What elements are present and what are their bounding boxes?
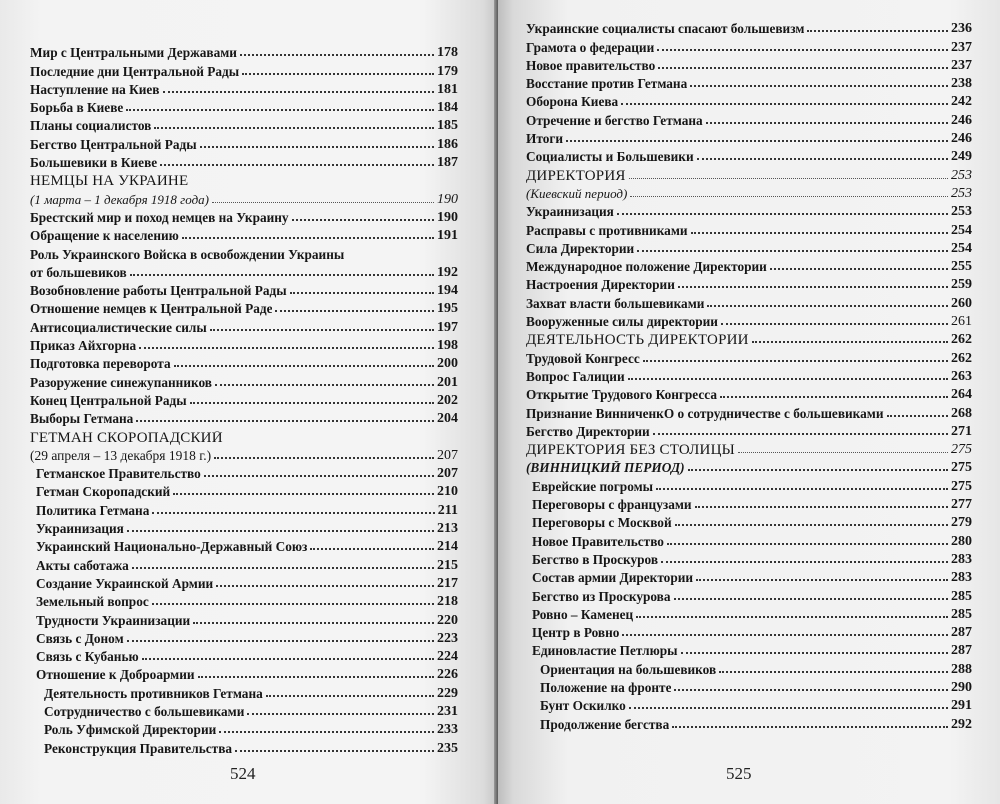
toc-entry: Настроения Директории 259 — [526, 277, 972, 293]
toc-section-heading: ДЕЯТЕЛЬНОСТЬ ДИРЕКТОРИИ 262 — [526, 332, 972, 348]
toc-entry: Восстание против Гетмана 238 — [526, 76, 972, 92]
toc-entry: Отношение к Доброармии 226 — [36, 667, 458, 683]
toc-entry: Социалисты и Большевики 249 — [526, 149, 972, 165]
toc-entry: Украинские социалисты спасают большевизм 236 — [526, 21, 972, 37]
toc-entry: Конец Центральной Рады 202 — [30, 392, 458, 408]
toc-entry: Международное положение Директории 255 — [526, 259, 972, 275]
toc-entry: Земельный вопрос 218 — [36, 594, 458, 610]
toc-entry: Связь с Доном 223 — [36, 630, 458, 646]
toc-entry: Приказ Айхгорна 198 — [30, 338, 458, 354]
toc-entry: Украинизация 253 — [526, 204, 972, 220]
toc-section-heading: ДИРЕКТОРИЯ 253 — [526, 167, 972, 183]
toc-entry: Единовластие Петлюры 287 — [532, 643, 972, 659]
toc-entry: Создание Украинской Армии 217 — [36, 575, 458, 591]
toc-entry: от большевиков 192 — [30, 264, 458, 280]
toc-entry: Переговоры с Москвой 279 — [532, 515, 972, 531]
toc-entry: Политика Гетмана 211 — [36, 502, 458, 518]
toc-entry: Возобновление работы Центральной Рады 194 — [30, 283, 458, 299]
toc-entry: Открытие Трудового Конгресса 264 — [526, 387, 972, 403]
toc-entry: Вопрос Галиции 263 — [526, 368, 972, 384]
toc-entry: Состав армии Директории 283 — [532, 570, 972, 586]
toc-entry: Мир с Центральными Державами 178 — [30, 45, 458, 61]
toc-entry: Бегство Центральной Рады 186 — [30, 136, 458, 152]
toc-entry: Грамота о федерации 237 — [526, 39, 972, 55]
toc-entry: Разоружение синежупанников 201 — [30, 374, 458, 390]
toc-entry: Планы социалистов 185 — [30, 118, 458, 134]
toc-entry: Трудности Украинизации 220 — [36, 612, 458, 628]
toc-section-heading: ГЕТМАН СКОРОПАДСКИЙ — [30, 430, 223, 445]
toc-entry: Переговоры с французами 277 — [532, 497, 972, 513]
toc-entry: Антисоциалистические силы 197 — [30, 319, 458, 335]
toc-entry: Подготовка переворота 200 — [30, 356, 458, 372]
toc-entry: Центр в Ровно 287 — [532, 625, 972, 641]
right-page-number: 525 — [726, 764, 752, 783]
toc-entry: Последние дни Центральной Рады 179 — [30, 63, 458, 79]
toc-entry: Бунт Оскилко 291 — [540, 698, 972, 714]
toc-entry: Новое правительство 237 — [526, 57, 972, 73]
toc-entry: Наступление на Киев 181 — [30, 81, 458, 97]
toc-section-heading: НЕМЦЫ НА УКРАИНЕ — [30, 174, 189, 189]
toc-section-period: (Киевский период) 253 — [526, 185, 972, 201]
toc-entry: Гетманское Правительство 207 — [36, 466, 458, 482]
toc-entry: Оборона Киева 242 — [526, 94, 972, 110]
toc-section-heading: ДИРЕКТОРИЯ БЕЗ СТОЛИЦЫ 275 — [526, 442, 972, 458]
toc-entry: Сотрудничество с большевиками 231 — [44, 703, 458, 719]
right-toc-list — [526, 18, 972, 732]
toc-entry: Отречение и бегство Гетмана 246 — [526, 112, 972, 128]
toc-entry: Ровно – Каменец 285 — [532, 606, 972, 622]
toc-section-dates: (29 апреля – 13 декабря 1918 г.) 207 — [30, 447, 458, 463]
toc-section-dates: (1 марта – 1 декабря 1918 года) 190 — [30, 191, 458, 207]
toc-entry: Итоги 246 — [526, 131, 972, 147]
toc-entry: Деятельность противников Гетмана 229 — [44, 685, 458, 701]
toc-entry: Обращение к населению 191 — [30, 228, 458, 244]
toc-entry: Расправы с противниками 254 — [526, 222, 972, 238]
toc-entry: Захват власти большевиками 260 — [526, 295, 972, 311]
toc-entry: Сила Директории 254 — [526, 240, 972, 256]
toc-entry: Ориентация на большевиков 288 — [540, 661, 972, 677]
toc-entry: Роль Уфимской Директории 233 — [44, 722, 458, 738]
toc-entry: Новое Правительство 280 — [532, 533, 972, 549]
toc-entry: Выборы Гетмана 204 — [30, 411, 458, 427]
toc-entry: Связь с Кубанью 224 — [36, 649, 458, 665]
left-toc-list — [30, 42, 458, 756]
toc-entry: Бегство из Проскурова 285 — [532, 588, 972, 604]
toc-section-period: (ВИННИЦКИЙ ПЕРИОД) 275 — [526, 460, 972, 476]
toc-entry: Гетман Скоропадский 210 — [36, 484, 458, 500]
toc-entry: Акты саботажа 215 — [36, 557, 458, 573]
toc-entry: Трудовой Конгресс 262 — [526, 350, 972, 366]
toc-entry: Украинский Национально-Державный Союз 214 — [36, 539, 458, 555]
toc-entry: Бегство в Проскуров 283 — [532, 551, 972, 567]
toc-entry: Украинизация 213 — [36, 521, 458, 537]
left-page-number: 524 — [230, 764, 256, 783]
toc-entry: Бегство Директории 271 — [526, 423, 972, 439]
toc-entry: Еврейские погромы 275 — [532, 478, 972, 494]
toc-entry: Роль Украинского Войска в освобождении Украины — [30, 247, 345, 262]
toc-entry: Продолжение бегства 292 — [540, 716, 972, 732]
toc-entry: Признание ВинниченкО о сотрудничестве с большевиками 268 — [526, 405, 972, 421]
toc-entry: Брестский мир и поход немцев на Украину 190 — [30, 209, 458, 225]
toc-entry: Реконструкция Правительства 235 — [44, 740, 458, 756]
toc-entry: Большевики в Киеве 187 — [30, 155, 458, 171]
right-page — [498, 0, 1000, 804]
toc-entry: Положение на фронте 290 — [540, 679, 972, 695]
toc-entry: Борьба в Киеве 184 — [30, 100, 458, 116]
toc-entry: Вооруженные силы директории 261 — [526, 314, 972, 330]
toc-entry: Отношение немцев к Центральной Раде 195 — [30, 301, 458, 317]
left-page — [0, 0, 498, 804]
